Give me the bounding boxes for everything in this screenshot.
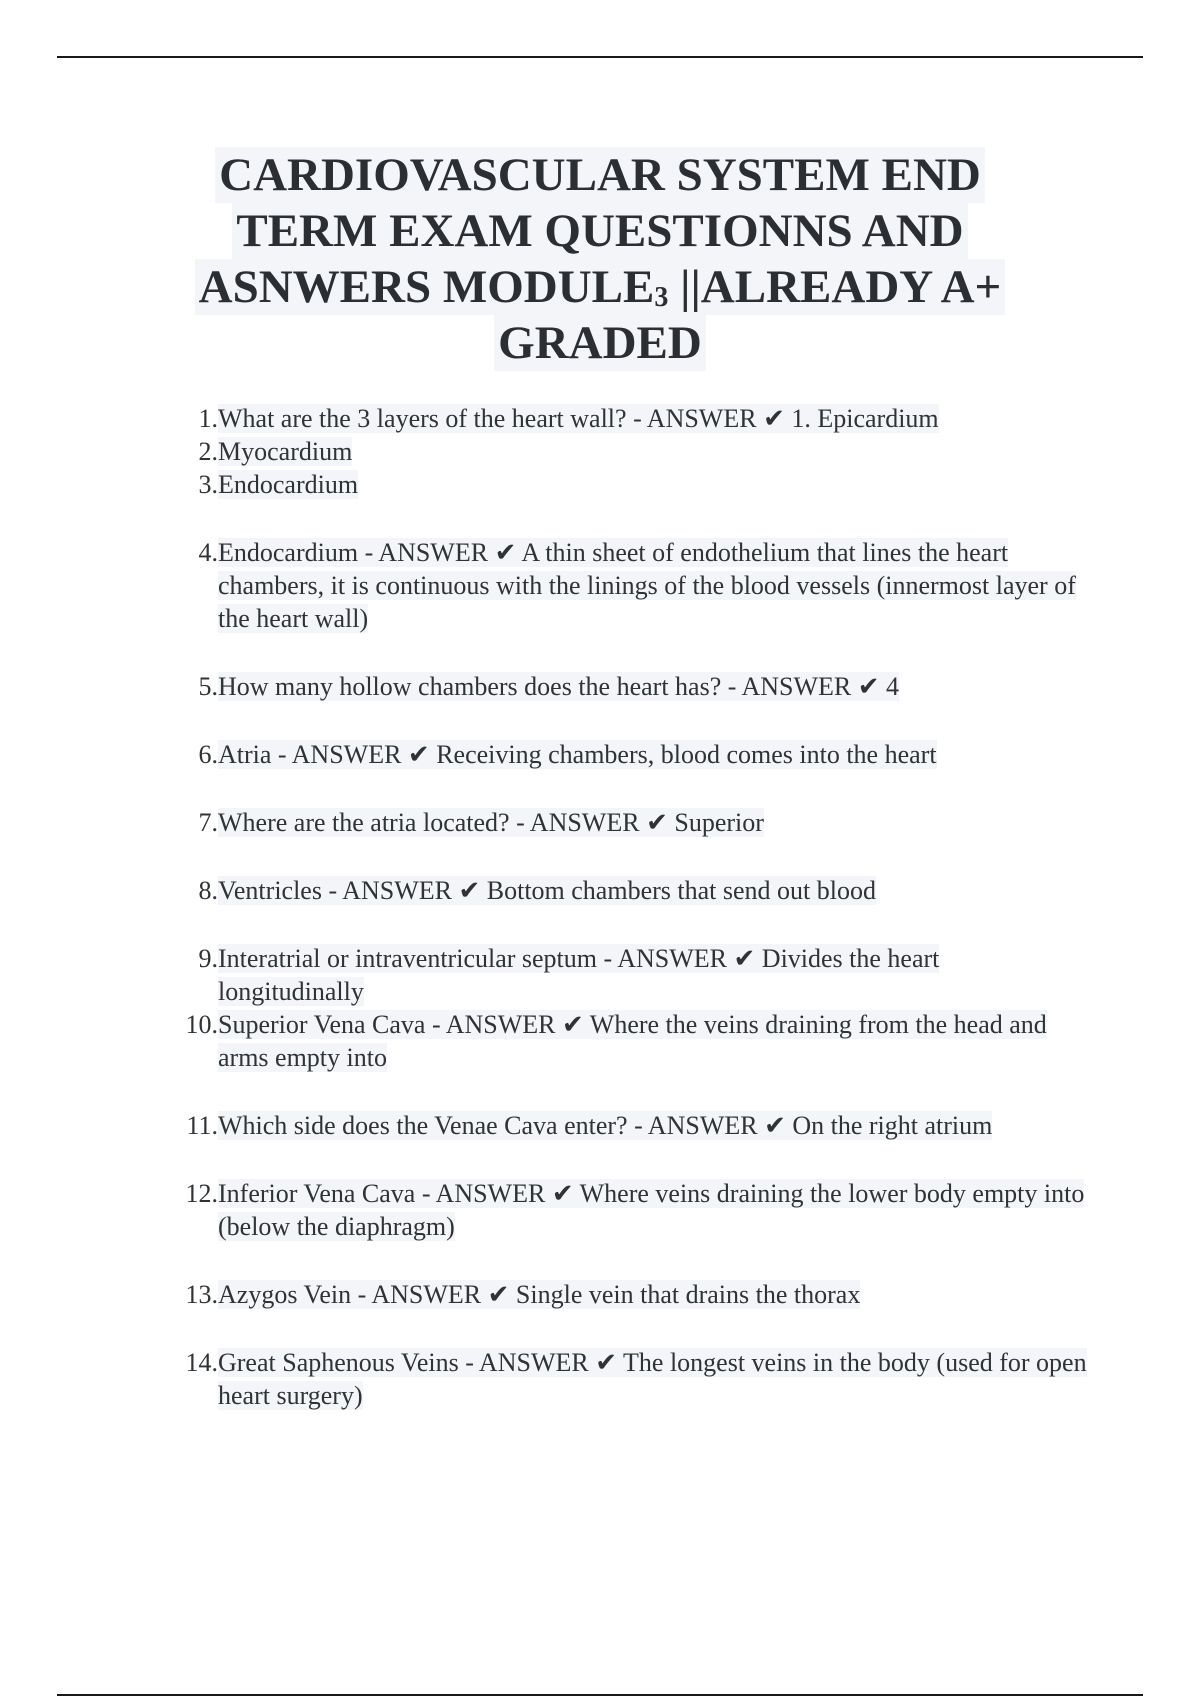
item-text: What are the 3 layers of the heart wall? - ANSWER ✔ 1. Epicardium (218, 404, 939, 433)
title-line-3-text: ASNWERS MODULE (198, 261, 655, 313)
list-item (0, 536, 1200, 635)
item-text: Interatrial or intraventricular septum - ANSWER ✔ Divides the heart longitudinally (218, 944, 940, 1006)
item-number: 1. (198, 404, 218, 433)
item-number: 11. (186, 1111, 218, 1140)
item-text: Myocardium (218, 437, 353, 466)
list-item (0, 435, 1200, 468)
item-number: 3. (198, 470, 218, 499)
item-number: 2. (198, 437, 218, 466)
title-subscript: 3 (654, 282, 669, 313)
title-line-3-suffix: ||ALREADY A+ (668, 261, 1002, 313)
item-number: 6. (198, 740, 218, 769)
item-number: 4. (198, 538, 218, 567)
list-item (0, 874, 1200, 907)
item-text: Superior Vena Cava - ANSWER ✔ Where the veins draining from the head and arms empty into (218, 1010, 1047, 1072)
item-number: 14. (185, 1348, 218, 1377)
list-item (0, 468, 1200, 501)
list-item (0, 1177, 1200, 1243)
bottom-rule (57, 1694, 1143, 1696)
item-text: Where are the atria located? - ANSWER ✔ Superior (218, 808, 764, 837)
item-text: Great Saphenous Veins - ANSWER ✔ The longest veins in the body (used for open heart surgery) (218, 1348, 1087, 1410)
title-line-3 (195, 259, 1006, 315)
item-number: 10. (185, 1010, 218, 1039)
list-item (0, 1278, 1200, 1311)
item-text: Inferior Vena Cava - ANSWER ✔ Where veins draining the lower body empty into (below the diaphragm) (218, 1179, 1085, 1241)
title-line-1: CARDIOVASCULAR SYSTEM END (215, 147, 985, 203)
list-item (0, 1109, 1200, 1142)
item-text: How many hollow chambers does the heart has? - ANSWER ✔ 4 (218, 672, 900, 701)
list-item (0, 1346, 1200, 1412)
document-title (100, 147, 1100, 371)
top-rule (57, 56, 1143, 58)
list-item (0, 402, 1200, 435)
item-number: 8. (198, 876, 218, 905)
item-number: 5. (198, 672, 218, 701)
list-item (0, 942, 1200, 1008)
item-text: Azygos Vein - ANSWER ✔ Single vein that drains the thorax (218, 1280, 861, 1309)
item-text: Ventricles - ANSWER ✔ Bottom chambers that send out blood (218, 876, 876, 905)
list-item (0, 670, 1200, 703)
title-line-2: TERM EXAM QUESTIONNS AND (232, 203, 967, 259)
title-line-4: GRADED (494, 315, 706, 371)
list-item (0, 1008, 1200, 1074)
qa-list (0, 402, 1200, 1412)
item-text: Endocardium (218, 470, 359, 499)
item-number: 9. (198, 944, 218, 973)
item-number: 12. (185, 1179, 218, 1208)
list-item (0, 806, 1200, 839)
item-text: Endocardium - ANSWER ✔ A thin sheet of endothelium that lines the heart chambers, it is continuous with the linings of the blood vessels (innermost layer of the heart wall) (218, 538, 1076, 633)
list-item (0, 738, 1200, 771)
item-number: 13. (185, 1280, 218, 1309)
item-number: 7. (198, 808, 218, 837)
item-text: Which side does the Venae Cava enter? - ANSWER ✔ On the right atrium (218, 1111, 993, 1140)
item-text: Atria - ANSWER ✔ Receiving chambers, blood comes into the heart (218, 740, 937, 769)
